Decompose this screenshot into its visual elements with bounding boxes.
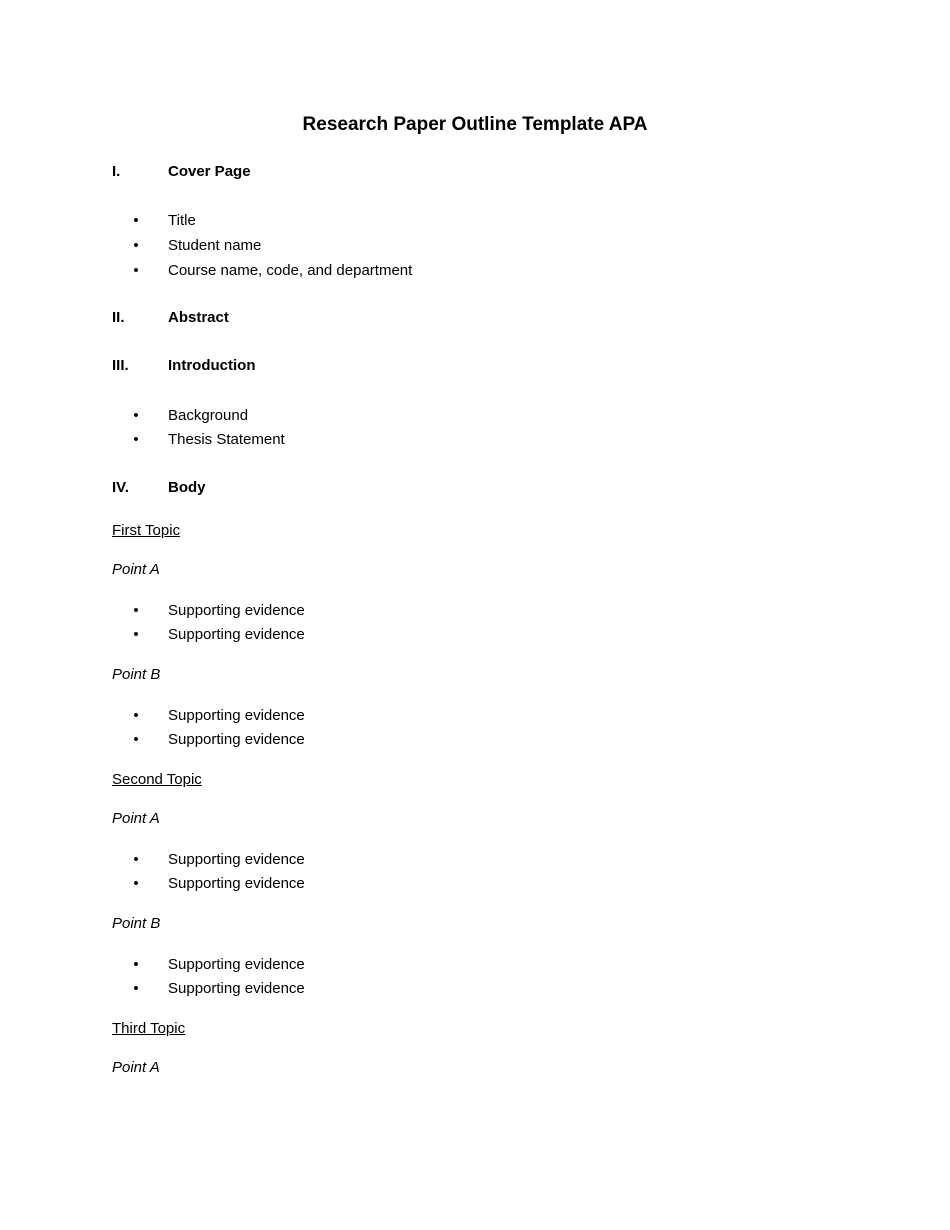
section-number: II. [112, 309, 125, 326]
list-item: • Supporting evidence [112, 625, 305, 645]
list-item: • Course name, code, and department [112, 261, 412, 281]
point-heading: Point A [112, 1059, 160, 1076]
list-item: • Title [112, 211, 196, 231]
point-heading: Point A [112, 561, 160, 578]
topic-heading: Second Topic [112, 771, 202, 788]
point-heading: Point A [112, 810, 160, 827]
bullet-icon: • [133, 956, 139, 973]
section-label: Cover Page [168, 163, 251, 180]
list-item: • Supporting evidence [112, 730, 305, 750]
bullet-icon: • [133, 626, 139, 643]
bullet-icon: • [133, 851, 139, 868]
list-item: • Supporting evidence [112, 874, 305, 894]
section-heading-cover [112, 162, 251, 182]
list-item: • Supporting evidence [112, 979, 305, 999]
bullet-icon: • [133, 875, 139, 892]
section-heading-introduction [112, 356, 255, 376]
section-label: Introduction [168, 357, 256, 374]
bullet-icon: • [133, 212, 139, 229]
list-item: • Supporting evidence [112, 955, 305, 975]
section-heading-body [112, 478, 206, 498]
topic-heading: First Topic [112, 522, 181, 539]
bullet-icon: • [133, 980, 139, 997]
point-heading: Point B [112, 666, 161, 683]
section-number: III. [112, 357, 129, 374]
bullet-icon: • [133, 707, 139, 724]
section-number: IV. [112, 479, 129, 496]
list-item: • Supporting evidence [112, 601, 305, 621]
point-heading: Point B [112, 915, 161, 932]
bullet-icon: • [133, 407, 139, 424]
section-label: Abstract [168, 309, 229, 326]
list-item: • Thesis Statement [112, 430, 285, 450]
topic-heading: Third Topic [112, 1020, 186, 1037]
bullet-icon: • [133, 731, 139, 748]
bullet-icon: • [133, 602, 139, 619]
section-number: I. [112, 163, 121, 180]
bullet-icon: • [133, 237, 139, 254]
section-label: Body [168, 479, 206, 496]
section-heading-abstract [112, 308, 229, 328]
list-item: • Supporting evidence [112, 706, 305, 726]
list-item: • Supporting evidence [112, 850, 305, 870]
list-item: • Student name [112, 236, 261, 256]
page-title: Research Paper Outline Template APA [302, 114, 648, 135]
bullet-icon: • [133, 262, 139, 279]
bullet-icon: • [133, 431, 139, 448]
list-item: • Background [112, 406, 248, 426]
